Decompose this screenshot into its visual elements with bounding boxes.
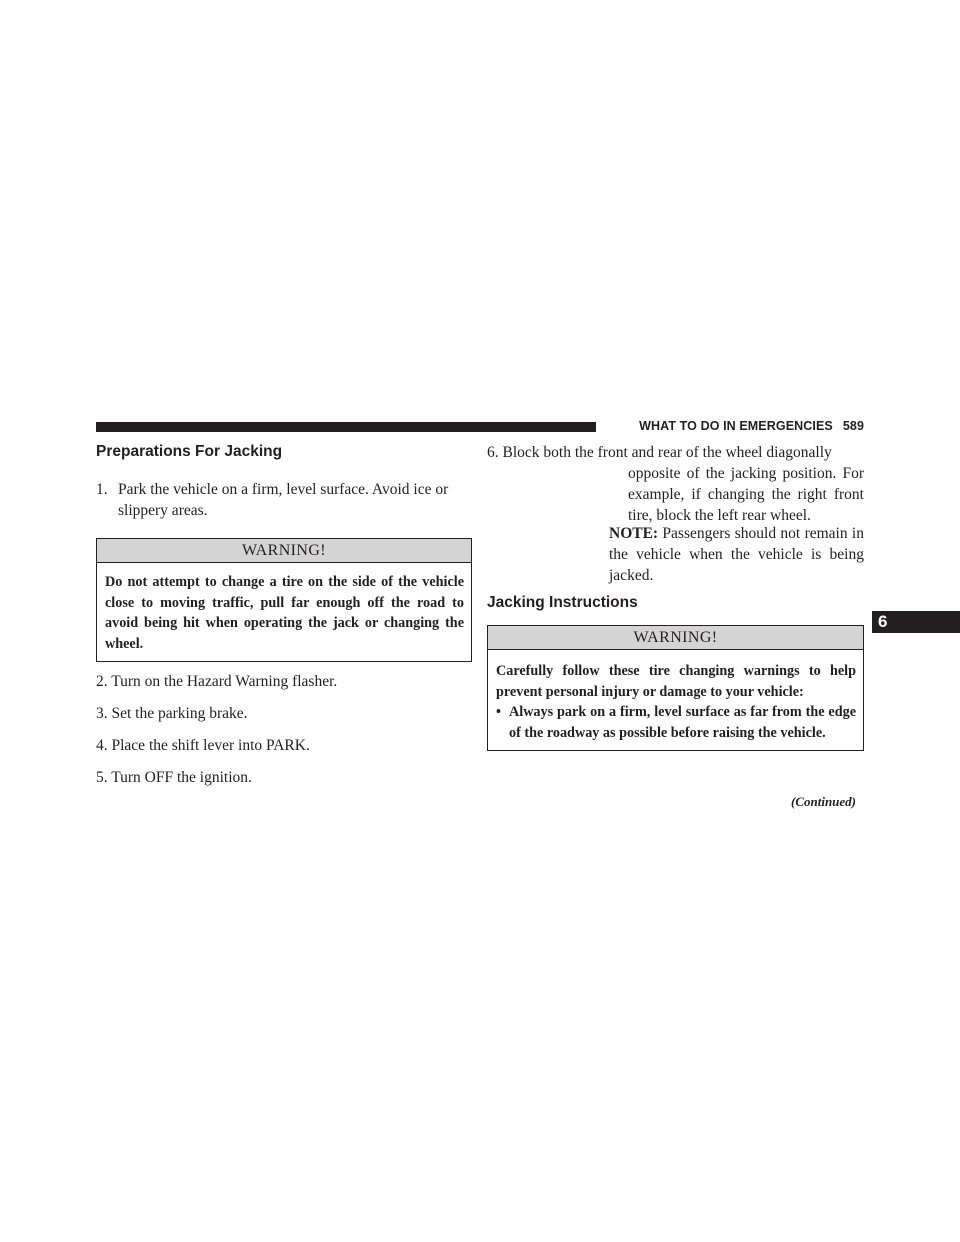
right-column (487, 442, 864, 526)
jacking-section (487, 593, 864, 751)
left-column (96, 442, 472, 788)
section-heading-preparations: Preparations For Jacking (96, 443, 283, 460)
note-label: NOTE: (609, 525, 659, 542)
step-6-continuation: opposite of the jacking position. For example, if changing the right front tire, block the left rear wheel. (628, 465, 864, 524)
warning-bullet-text: Always park on a firm, level surface as far from the edge of the roadway as possible before raising the vehicle. (509, 704, 856, 741)
step-3: 3. Set the parking brake. (96, 705, 248, 723)
note-text: Passengers should not remain in the vehicle when the vehicle is being jacked. (609, 525, 864, 584)
step-4: 4. Place the shift lever into PARK. (96, 737, 310, 755)
step-1 (96, 479, 472, 521)
warning-body (488, 650, 863, 750)
continued-label: (Continued) (790, 794, 856, 809)
step-5: 5. Turn OFF the ignition. (96, 769, 252, 787)
step-1-text: Park the vehicle on a firm, level surface. Avoid ice or slippery areas. (118, 481, 449, 519)
warning-box-2 (487, 625, 864, 751)
bullet-icon: • (496, 704, 501, 721)
note (609, 523, 864, 586)
warning-body: Do not attempt to change a tire on the side of the vehicle close to moving traffic, pull far enough off the road to avoid being hit when operating the jack or changing the wheel. (105, 574, 464, 652)
step-1-number: 1. (96, 481, 108, 498)
warning-box-1 (96, 538, 472, 662)
warning-title: WARNING! (97, 539, 471, 563)
chapter-number: 6 (878, 612, 888, 631)
step-6-line-1: 6. Block both the front and rear of the wheel diagonally (487, 444, 832, 461)
section-heading-jacking: Jacking Instructions (487, 594, 638, 611)
warning-title: WARNING! (488, 626, 863, 650)
section-title: WHAT TO DO IN EMERGENCIES (639, 419, 833, 433)
chapter-tab (872, 611, 960, 633)
header-rule (96, 422, 596, 432)
page-number: 589 (842, 419, 864, 433)
running-header (600, 419, 864, 433)
step-2: 2. Turn on the Hazard Warning flasher. (96, 673, 338, 691)
warning-intro: Carefully follow these tire changing warnings to help prevent personal injury or damage to your vehicle: (496, 663, 856, 700)
warning-bullet (496, 702, 856, 743)
